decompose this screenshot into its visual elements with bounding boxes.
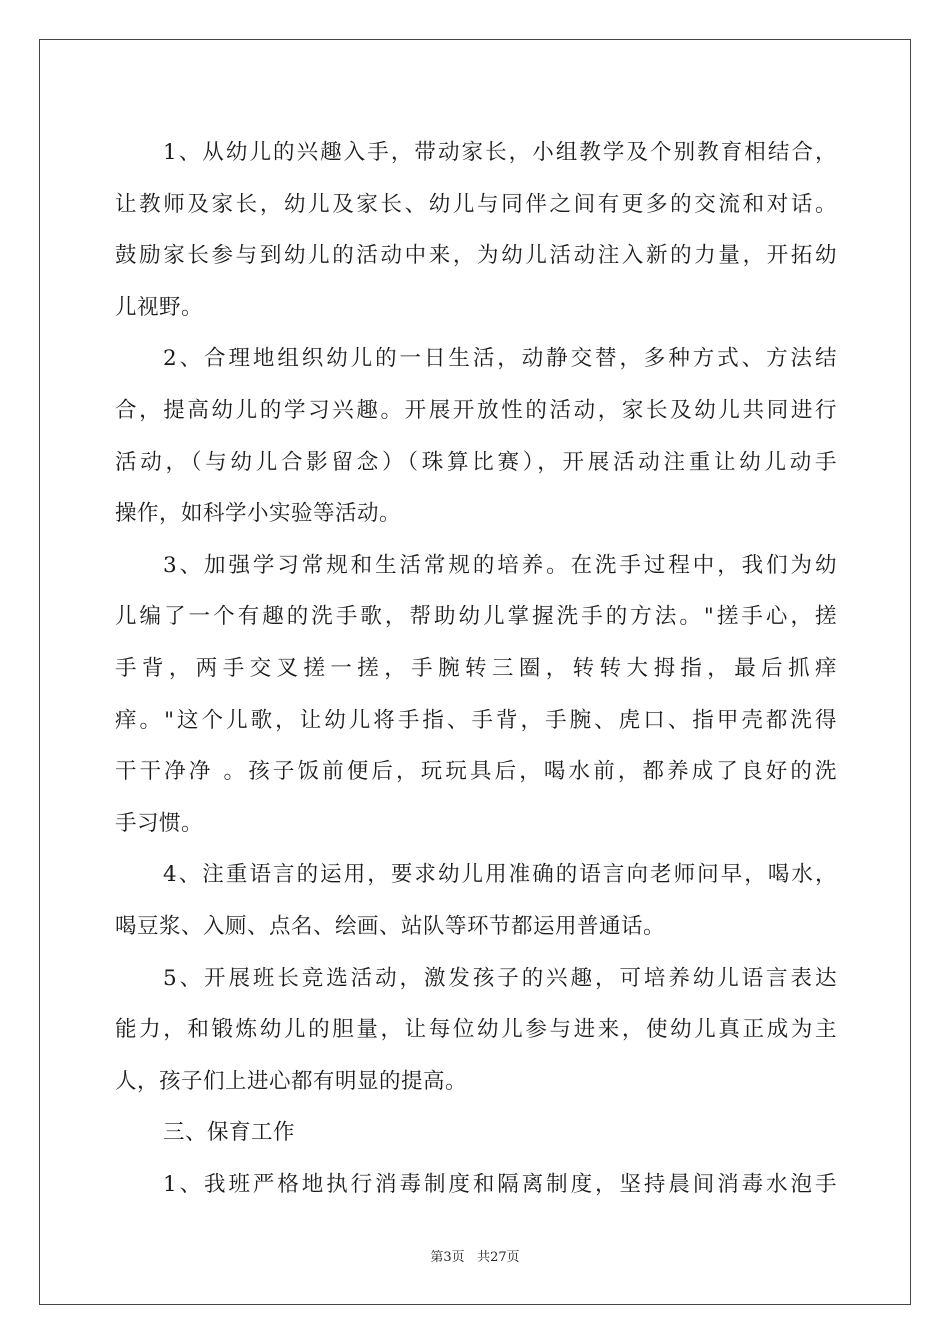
- text-line: 1、我班严格地执行消毒制度和隔离制度，坚持晨间消毒水泡手: [163, 1171, 837, 1197]
- text-line: 干干净净 。孩子饭前便后，玩玩具后，喝水前，都养成了良好的洗: [115, 759, 837, 785]
- text-line: 手背，两手交叉搓一搓，手腕转三圈，转转大拇指，最后抓痒: [115, 655, 837, 681]
- text-line: 痒。"这个儿歌，让幼儿将手指、手背，手腕、虎口、指甲壳都洗得: [115, 707, 837, 733]
- text-line: 儿编了一个有趣的洗手歌，帮助幼儿掌握洗手的方法。"搓手心，搓: [115, 604, 837, 630]
- text-line: 5、开展班长竞选活动，激发孩子的兴趣，可培养幼儿语言表达: [163, 965, 837, 991]
- text-line: 鼓励家长参与到幼儿的活动中来，为幼儿活动注入新的力量，开拓幼: [115, 243, 837, 269]
- text-line: 儿视野。: [115, 294, 204, 320]
- text-line: 让教师及家长，幼儿及家长、幼儿与同伴之间有更多的交流和对话。: [115, 191, 837, 217]
- text-line: 合，提高幼儿的学习兴趣。开展开放性的活动，家长及幼儿共同进行: [115, 397, 837, 423]
- document-body: [115, 127, 837, 1210]
- text-line: 1、从幼儿的兴趣入手，带动家长，小组教学及个别教育相结合，: [163, 140, 837, 165]
- text-line: 能力，和锻炼幼儿的胆量，让每位幼儿参与进来，使幼儿真正成为主: [115, 1017, 837, 1043]
- text-line: 手习惯。: [115, 810, 204, 836]
- text-line: 三、保育工作: [163, 1120, 296, 1146]
- page-footer: [0, 1246, 950, 1265]
- text-line: 操作，如科学小实验等活动。: [115, 501, 402, 527]
- page-total: 共27页: [477, 1250, 520, 1265]
- text-line: 活动，（与幼儿合影留念）（珠算比赛），开展活动注重让幼儿动手: [115, 449, 837, 475]
- text-line: 4、注重语言的运用，要求幼儿用准确的语言向老师问早，喝水，: [163, 862, 837, 888]
- text-line: 人，孩子们上进心都有明显的提高。: [115, 1068, 468, 1094]
- text-line: 2、合理地组织幼儿的一日生活，动静交替，多种方式、方法结: [163, 346, 837, 372]
- page-number: 第3页: [430, 1250, 465, 1265]
- text-line: 3、加强学习常规和生活常规的培养。在洗手过程中，我们为幼: [163, 552, 837, 578]
- text-line: 喝豆浆、入厕、点名、绘画、站队等环节都运用普通话。: [115, 913, 666, 939]
